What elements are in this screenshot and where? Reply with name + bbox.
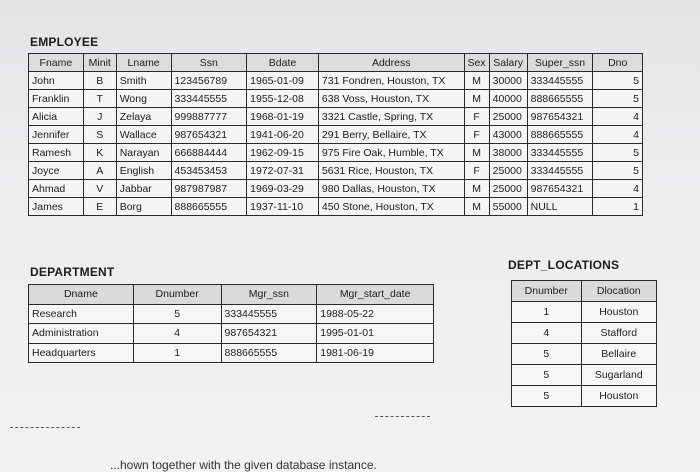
employee-cell: 450 Stone, Houston, TX [318, 198, 464, 216]
employee-cell: 4 [593, 126, 643, 144]
employee-cell: M [464, 90, 489, 108]
divider-dash-right [375, 416, 430, 417]
employee-cell: 1968-01-19 [247, 108, 319, 126]
dept-location-row [512, 365, 657, 386]
dept-locations-title: DEPT_LOCATIONS [508, 258, 620, 272]
employee-cell: M [464, 180, 489, 198]
employee-cell: 1965-01-09 [247, 72, 319, 90]
department-cell: 1995-01-01 [317, 324, 434, 344]
employee-cell: 1 [593, 198, 643, 216]
employee-cell: 888665555 [527, 90, 593, 108]
department-header-row [29, 285, 434, 305]
department-title: DEPARTMENT [30, 265, 115, 279]
col-header-salary: Salary [489, 54, 527, 72]
department-cell: 1981-06-19 [317, 343, 434, 363]
employee-cell: A [83, 162, 116, 180]
dept-location-row [512, 302, 657, 323]
col-header-mgr-ssn: Mgr_ssn [221, 285, 317, 305]
employee-header-row [29, 54, 643, 72]
employee-cell: 43000 [489, 126, 527, 144]
col-header-minit: Minit [83, 54, 116, 72]
employee-cell: Narayan [116, 144, 171, 162]
footer-text: ...hown together with the given database instance. [110, 458, 377, 472]
employee-cell: 333445555 [527, 162, 593, 180]
col-header-ssn: Ssn [171, 54, 247, 72]
department-row [29, 304, 434, 324]
employee-cell: Joyce [29, 162, 84, 180]
department-cell: 333445555 [221, 304, 317, 324]
employee-cell: John [29, 72, 84, 90]
dept-location-cell: Houston [581, 302, 656, 323]
col-header-sex: Sex [464, 54, 489, 72]
employee-cell: V [83, 180, 116, 198]
employee-cell: 980 Dallas, Houston, TX [318, 180, 464, 198]
col-header-address: Address [318, 54, 464, 72]
col-header-lname: Lname [116, 54, 171, 72]
col-header-mgr-start-date: Mgr_start_date [317, 285, 434, 305]
employee-cell: 333445555 [527, 144, 593, 162]
employee-cell: 1972-07-31 [247, 162, 319, 180]
employee-cell: Wong [116, 90, 171, 108]
employee-row [29, 90, 643, 108]
employee-cell: Wallace [116, 126, 171, 144]
dept-locations-header-row [512, 281, 657, 302]
employee-cell: M [464, 72, 489, 90]
dept-locations-table [511, 280, 657, 407]
dept-location-cell: Sugarland [581, 365, 656, 386]
employee-cell: James [29, 198, 84, 216]
employee-cell: F [464, 162, 489, 180]
employee-cell: M [464, 198, 489, 216]
department-cell: 1988-05-22 [317, 304, 434, 324]
employee-cell: 888665555 [527, 126, 593, 144]
department-cell: 888665555 [221, 343, 317, 363]
employee-cell: 333445555 [171, 90, 247, 108]
employee-cell: 5 [593, 90, 643, 108]
dept-location-cell: 4 [512, 323, 582, 344]
employee-cell: 1937-11-10 [247, 198, 319, 216]
dept-location-cell: Bellaire [581, 344, 656, 365]
employee-cell: 5631 Rice, Houston, TX [318, 162, 464, 180]
dept-location-row [512, 344, 657, 365]
employee-cell: 987654321 [527, 180, 593, 198]
col-header-dname: Dname [29, 285, 134, 305]
department-table [28, 284, 434, 363]
employee-cell: F [464, 108, 489, 126]
employee-cell: 5 [593, 144, 643, 162]
employee-cell: 453453453 [171, 162, 247, 180]
department-cell: 1 [133, 343, 221, 363]
employee-row [29, 126, 643, 144]
department-cell: 4 [133, 324, 221, 344]
employee-cell: 1941-06-20 [247, 126, 319, 144]
col-header-dno: Dno [593, 54, 643, 72]
employee-cell: 30000 [489, 72, 527, 90]
employee-cell: Jabbar [116, 180, 171, 198]
employee-cell: 987654321 [527, 108, 593, 126]
employee-cell: 25000 [489, 108, 527, 126]
employee-cell: 987987987 [171, 180, 247, 198]
department-cell: Headquarters [29, 343, 134, 363]
employee-cell: 3321 Castle, Spring, TX [318, 108, 464, 126]
employee-cell: 1969-03-29 [247, 180, 319, 198]
employee-cell: 987654321 [171, 126, 247, 144]
employee-cell: 123456789 [171, 72, 247, 90]
employee-row [29, 162, 643, 180]
employee-cell: 4 [593, 180, 643, 198]
employee-cell: Zelaya [116, 108, 171, 126]
dept-location-cell: Stafford [581, 323, 656, 344]
employee-cell: J [83, 108, 116, 126]
employee-row [29, 180, 643, 198]
dept-location-row [512, 323, 657, 344]
employee-cell: M [464, 144, 489, 162]
dept-location-cell: 5 [512, 386, 582, 407]
employee-cell: 975 Fire Oak, Humble, TX [318, 144, 464, 162]
col-header-dlocation: Dlocation [581, 281, 656, 302]
employee-row [29, 72, 643, 90]
employee-cell: 25000 [489, 162, 527, 180]
employee-cell: 291 Berry, Bellaire, TX [318, 126, 464, 144]
employee-cell: 999887777 [171, 108, 247, 126]
employee-cell: Jennifer [29, 126, 84, 144]
employee-table [28, 53, 643, 216]
employee-cell: English [116, 162, 171, 180]
employee-cell: Smith [116, 72, 171, 90]
employee-title: EMPLOYEE [30, 35, 99, 49]
divider-dash-left [10, 427, 80, 428]
employee-cell: 38000 [489, 144, 527, 162]
employee-cell: 888665555 [171, 198, 247, 216]
employee-cell: Ahmad [29, 180, 84, 198]
col-header-dnumber: Dnumber [133, 285, 221, 305]
employee-cell: Alicia [29, 108, 84, 126]
employee-cell: Ramesh [29, 144, 84, 162]
employee-cell: 40000 [489, 90, 527, 108]
col-header-bdate: Bdate [247, 54, 319, 72]
employee-cell: E [83, 198, 116, 216]
department-row [29, 324, 434, 344]
dept-location-cell: 1 [512, 302, 582, 323]
employee-cell: 55000 [489, 198, 527, 216]
employee-cell: NULL [527, 198, 593, 216]
employee-cell: 666884444 [171, 144, 247, 162]
employee-cell: 5 [593, 162, 643, 180]
dept-location-cell: 5 [512, 344, 582, 365]
employee-cell: T [83, 90, 116, 108]
employee-cell: 25000 [489, 180, 527, 198]
dept-location-cell: Houston [581, 386, 656, 407]
employee-cell: Borg [116, 198, 171, 216]
department-cell: Administration [29, 324, 134, 344]
employee-cell: 4 [593, 108, 643, 126]
employee-row [29, 108, 643, 126]
employee-cell: F [464, 126, 489, 144]
employee-cell: B [83, 72, 116, 90]
employee-cell: 1962-09-15 [247, 144, 319, 162]
employee-cell: Franklin [29, 90, 84, 108]
employee-cell: 5 [593, 72, 643, 90]
department-cell: 5 [133, 304, 221, 324]
department-row [29, 343, 434, 363]
employee-cell: K [83, 144, 116, 162]
employee-row [29, 198, 643, 216]
employee-cell: 333445555 [527, 72, 593, 90]
col-header-super-ssn: Super_ssn [527, 54, 593, 72]
department-cell: Research [29, 304, 134, 324]
dept-location-cell: 5 [512, 365, 582, 386]
employee-cell: 731 Fondren, Houston, TX [318, 72, 464, 90]
employee-cell: S [83, 126, 116, 144]
employee-cell: 1955-12-08 [247, 90, 319, 108]
col-header-loc-dnumber: Dnumber [512, 281, 582, 302]
dept-location-row [512, 386, 657, 407]
employee-cell: 638 Voss, Houston, TX [318, 90, 464, 108]
col-header-fname: Fname [29, 54, 84, 72]
employee-row [29, 144, 643, 162]
department-cell: 987654321 [221, 324, 317, 344]
